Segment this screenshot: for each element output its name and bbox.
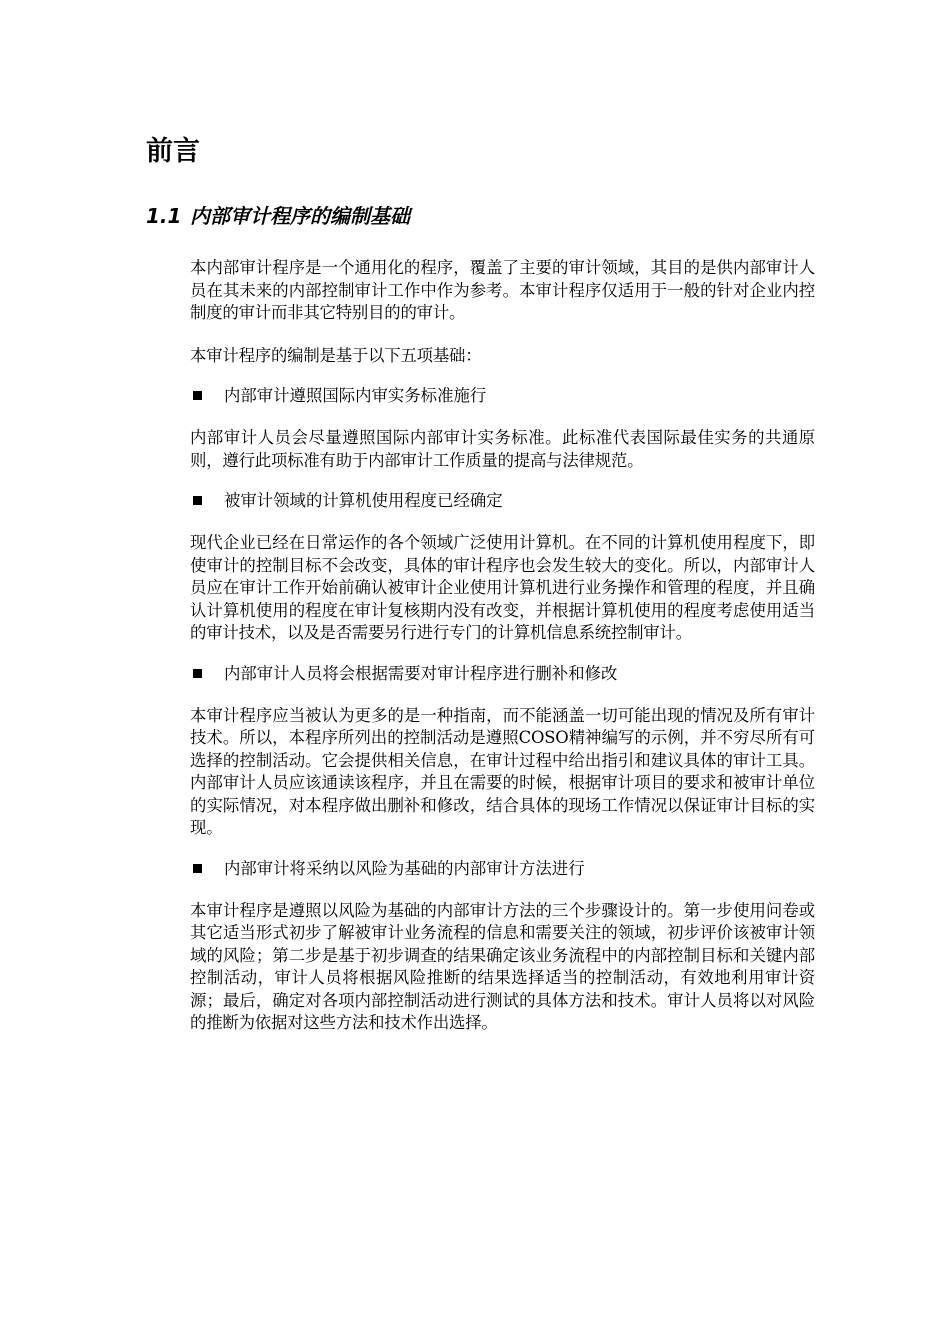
bullet-heading: 内部审计遵照国际内审实务标准施行: [224, 386, 487, 405]
section-title: 内部审计程序的编制基础: [190, 204, 410, 228]
square-bullet-icon: [193, 496, 202, 505]
document-body: [190, 257, 815, 1035]
square-bullet-icon: [193, 669, 202, 678]
bullet-item-1: [190, 385, 815, 407]
bullet-item-2: [190, 490, 815, 512]
bullet-heading: 被审计领域的计算机使用程度已经确定: [224, 491, 503, 510]
bullet-heading: 内部审计将采纳以风险为基础的内部审计方法进行: [224, 858, 585, 878]
page-title: 前言: [146, 136, 200, 167]
bullet-item-3: [190, 663, 815, 685]
basis-lead-paragraph: 本审计程序的编制是基于以下五项基础：: [190, 345, 482, 365]
bullet-paragraph-2: 现代企业已经在日常运作的各个领域广泛使用计算机。在不同的计算机使用程度下，即使审计的控制目标不会改变，具体的审计程序也会发生较大的变化。所以，内部审计人员应在审计工作开始前确认被审计企业使用计算机进行业务操作和管理的程度，并且确认计算机使用的程度在审计复核期内没有改变，并根据计算机使用的程度考虑使用适当的审计技术，以及是否需要另行进行专门的计算机信息系统控制审计。: [190, 533, 815, 642]
bullet-paragraph-4: 本审计程序是遵照以风险为基础的内部审计方法的三个步骤设计的。第一步使用问卷或其它适当形式初步了解被审计业务流程的信息和需要关注的领域，初步评价该被审计领域的风险；第二步是基于初步调查的结果确定该业务流程中的内部控制目标和关键内部控制活动，审计人员将根据风险推断的结果选择适当的控制活动，有效地利用审计资源；最后，确定对各项内部控制活动进行测试的具体方法和技术。审计人员将以对风险的推断为依据对这些方法和技术作出选择。: [190, 900, 815, 1032]
bullet-item-4: [190, 858, 815, 880]
section-number: 1.1: [146, 204, 182, 228]
intro-paragraph: 本内部审计程序是一个通用化的程序，覆盖了主要的审计领域，其目的是供内部审计人员在其未来的内部控制审计工作中作为参考。本审计程序仅适用于一般的针对企业内控制度的审计而非其它特别目的的审计。: [190, 258, 815, 322]
square-bullet-icon: [193, 391, 202, 400]
bullet-heading: 内部审计人员将会根据需要对审计程序进行删补和修改: [224, 663, 618, 683]
bullet-paragraph-3: 本审计程序应当被认为更多的是一种指南，而不能涵盖一切可能出现的情况及所有审计技术。所以，本程序所列出的控制活动是遵照COSO精神编写的示例，并不穷尽所有可选择的控制活动。它会提供相关信息，在审计过程中给出指引和建议具体的审计工具。内部审计人员应该通读该程序，并且在需要的时候，根据审计项目的要求和被审计单位的实际情况，对本程序做出删补和修改，结合具体的现场工作情况以保证审计目标的实现。: [190, 705, 815, 837]
square-bullet-icon: [193, 864, 202, 873]
bullet-paragraph-1: 内部审计人员会尽量遵照国际内部审计实务标准。此标准代表国际最佳实务的共通原则，遵行此项标准有助于内部审计工作质量的提高与法律规范。: [190, 428, 815, 470]
section-heading: [146, 202, 410, 230]
